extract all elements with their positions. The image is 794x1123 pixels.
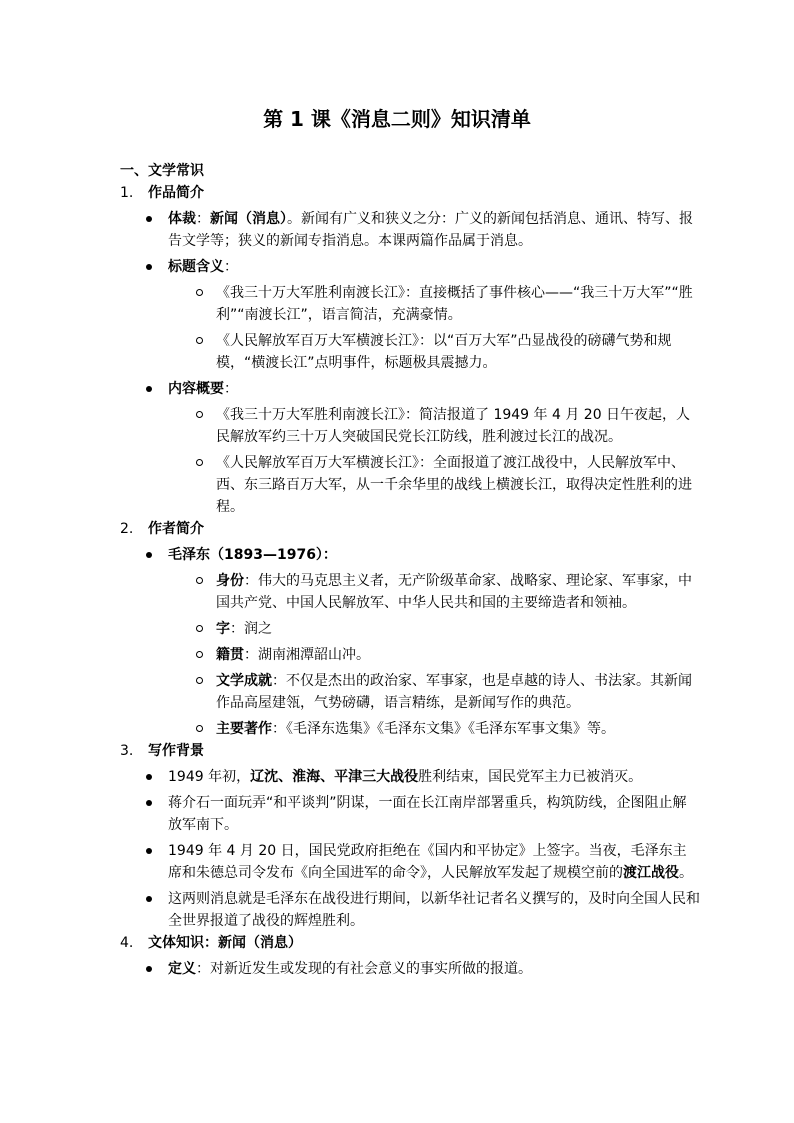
- summary-list: [216, 404, 700, 518]
- list-item: 字：润之: [216, 618, 700, 640]
- list-item: 定义：对新近发生或发现的有社会意义的事实所做的报道。: [168, 958, 700, 980]
- document-body: [120, 160, 700, 980]
- subsection-author: [120, 518, 700, 540]
- subsection-background: [120, 740, 700, 762]
- subsection-genre-knowledge: [120, 932, 700, 954]
- bullet-icon: [146, 966, 152, 972]
- circle-bullet-icon: [196, 411, 203, 418]
- list-item-title-meaning: 标题含义： 《我三十万大军胜利南渡长江》：直接概括了事件核心——“我三十万大军”“胜利”“南渡长江”，语言简洁，充满豪情。 《人民解放军百万大军横渡长江》：以“百万大军”凸显战役的磅礴气势和规模，“横渡长江”点明事件，标题极具震撼力。: [168, 256, 700, 374]
- bullet-icon: [146, 216, 152, 222]
- list-item: 蒋介石一面玩弄“和平谈判”阴谋，一面在长江南岸部署重兵，构筑防线，企图阻止解放军南下。: [168, 792, 700, 836]
- bullet-icon: [146, 848, 152, 854]
- bullet-icon: [146, 774, 152, 780]
- list-item: 1949 年 4 月 20 日，国民党政府拒绝在《国内和平协定》上签字。当夜，毛泽东主席和朱德总司令发布《向全国进军的命令》，人民解放军发起了规模空前的渡江战役。: [168, 840, 700, 884]
- circle-bullet-icon: [196, 677, 203, 684]
- list-item-author: 毛泽东（1893—1976）： 身份：伟大的马克思主义者，无产阶级革命家、战略家、理论家、军事家，中国共产党、中国人民解放军、中华人民共和国的主要缔造者和领袖。 字：润之 籍贯：湖南湘潭韶山冲。 文学成就：不仅是杰出的政治家、军事家，也是卓越的诗人、书法家。其新闻作品高屋建瓴，气势磅礴，语言精练，是新闻写作的典范。 主要著作：《毛泽东选集》《毛泽东文集》《毛泽东军事文集》等。: [168, 544, 700, 740]
- page-title: 第 1 课《消息二则》知识清单: [263, 107, 531, 131]
- author-list: [168, 544, 700, 740]
- circle-bullet-icon: [196, 459, 203, 466]
- list-item: 主要著作：《毛泽东选集》《毛泽东文集》《毛泽东军事文集》等。: [216, 718, 700, 740]
- circle-bullet-icon: [196, 289, 203, 296]
- list-item: 1949 年初，辽沈、淮海、平津三大战役胜利结束，国民党军主力已被消灭。: [168, 766, 700, 788]
- list-item-summary: 内容概要： 《我三十万大军胜利南渡长江》：简洁报道了 1949 年 4 月 20 日午夜起，人民解放军约三十万人突破国民党长江防线，胜利渡过长江的战况。 《人民解放军百万大军横渡长江》：全面报道了渡江战役中，人民解放军中、西、东三路百万大军，从一千余华里的战线上横渡长江，取得决定性胜利的进程。: [168, 378, 700, 518]
- subsection-title: 作者简介: [148, 521, 204, 537]
- circle-bullet-icon: [196, 651, 203, 658]
- list-item: 《我三十万大军胜利南渡长江》：简洁报道了 1949 年 4 月 20 日午夜起，人民解放军约三十万人突破国民党长江防线，胜利渡过长江的战况。: [216, 404, 700, 448]
- section-heading-literature: 一、文学常识: [120, 163, 204, 179]
- works-list: [168, 208, 700, 518]
- list-item: 《人民解放军百万大军横渡长江》：全面报道了渡江战役中，人民解放军中、西、东三路百万大军，从一千余华里的战线上横渡长江，取得决定性胜利的进程。: [216, 452, 700, 518]
- list-item: 《人民解放军百万大军横渡长江》：以“百万大军”凸显战役的磅礴气势和规模，“横渡长江”点明事件，标题极具震撼力。: [216, 330, 700, 374]
- subsection-number: 3.: [120, 743, 134, 759]
- bullet-icon: [146, 896, 152, 902]
- subsection-number: 1.: [120, 185, 134, 201]
- bullet-icon: [146, 264, 152, 270]
- subsection-title: 写作背景: [148, 743, 204, 759]
- list-item-genre: 体裁：新闻（消息）。新闻有广义和狭义之分：广义的新闻包括消息、通讯、特写、报告文学等；狭义的新闻专指消息。本课两篇作品属于消息。: [168, 208, 700, 252]
- list-item: 这两则消息就是毛泽东在战役进行期间，以新华社记者名义撰写的，及时向全国人民和全世界报道了战役的辉煌胜利。: [168, 888, 700, 932]
- circle-bullet-icon: [196, 577, 203, 584]
- author-detail-list: [216, 570, 700, 740]
- title-meaning-list: [216, 282, 700, 374]
- circle-bullet-icon: [196, 725, 203, 732]
- bullet-icon: [146, 552, 152, 558]
- subsection-title: 文体知识：新闻（消息）: [148, 935, 302, 951]
- subsection-title: 作品简介: [148, 185, 204, 201]
- genre-knowledge-list: [168, 958, 700, 980]
- list-item: 《我三十万大军胜利南渡长江》：直接概括了事件核心——“我三十万大军”“胜利”“南渡长江”，语言简洁，充满豪情。: [216, 282, 700, 326]
- bullet-icon: [146, 800, 152, 806]
- subsection-works: [120, 182, 700, 204]
- circle-bullet-icon: [196, 625, 203, 632]
- list-item: 籍贯：湖南湘潭韶山冲。: [216, 644, 700, 666]
- subsection-number: 2.: [120, 521, 134, 537]
- bullet-icon: [146, 386, 152, 392]
- background-list: [168, 766, 700, 932]
- list-item: 文学成就：不仅是杰出的政治家、军事家，也是卓越的诗人、书法家。其新闻作品高屋建瓴，气势磅礴，语言精练，是新闻写作的典范。: [216, 670, 700, 714]
- subsection-number: 4.: [120, 935, 134, 951]
- circle-bullet-icon: [196, 337, 203, 344]
- list-item: 身份：伟大的马克思主义者，无产阶级革命家、战略家、理论家、军事家，中国共产党、中国人民解放军、中华人民共和国的主要缔造者和领袖。: [216, 570, 700, 614]
